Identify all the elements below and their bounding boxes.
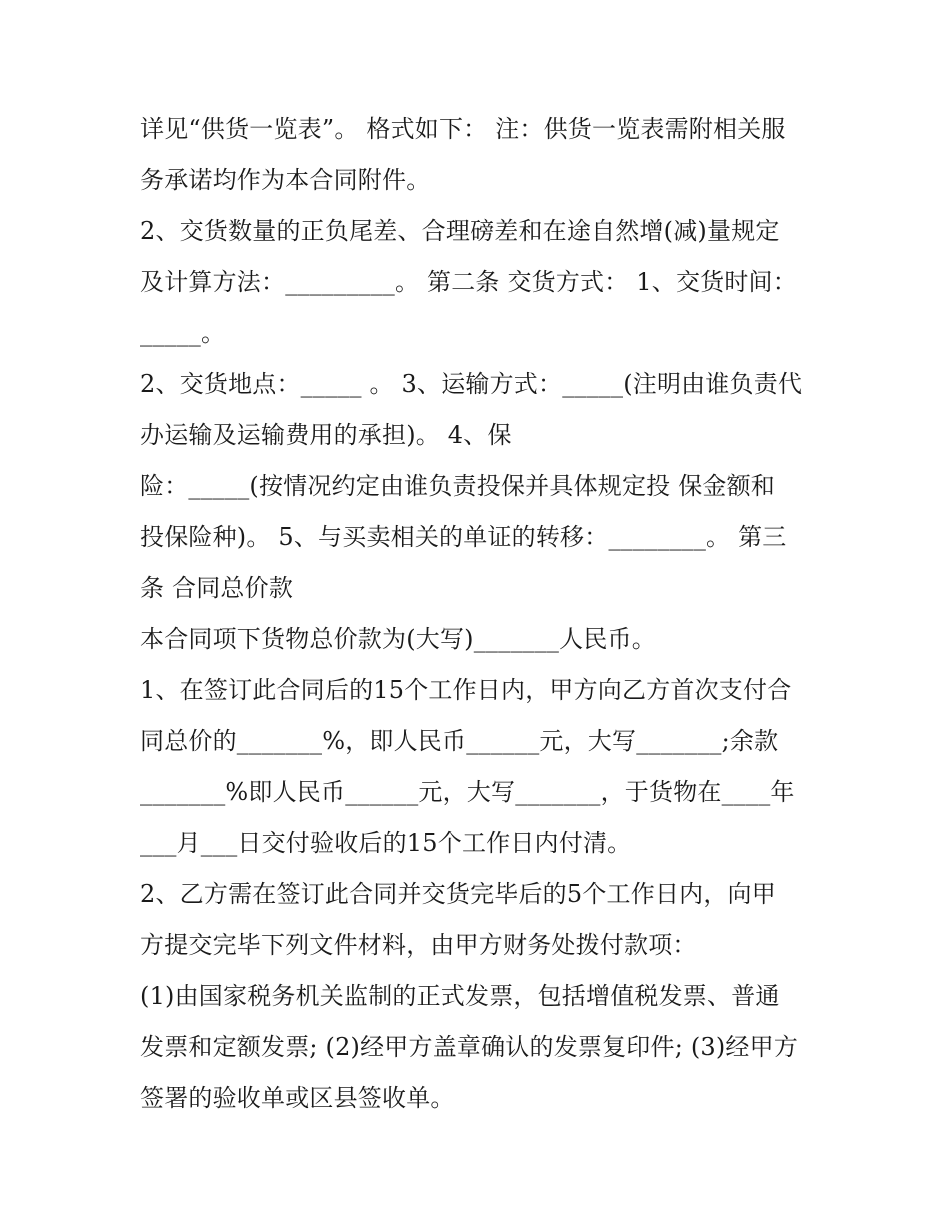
text-line: 条 合同总价款 xyxy=(140,574,294,602)
text-line: 投保险种)。 5、与买卖相关的单证的转移：________。 第三 xyxy=(140,523,787,551)
text-line: _______%即人民币______元，大写_______，于货物在____年 xyxy=(140,778,795,806)
text-line: ___月___日交付验收后的15个工作日内付清。 xyxy=(140,829,632,857)
text-line: 签署的验收单或区县签收单。 xyxy=(140,1084,455,1112)
text-line: 2、乙方需在签订此合同并交货完毕后的5个工作日内，向甲 xyxy=(140,880,776,908)
text-line: 2、交货数量的正负尾差、合理磅差和在途自然增(减)量规定 xyxy=(140,217,780,245)
text-line: 发票和定额发票; (2)经甲方盖章确认的发票复印件; (3)经甲方 xyxy=(140,1033,799,1061)
text-line: 险：_____(按情况约定由谁负责投保并具体规定投 保金额和 xyxy=(140,472,775,500)
text-line: 详见“供货一览表”。 格式如下： 注：供货一览表需附相关服 xyxy=(140,115,786,143)
text-line: 办运输及运输费用的承担)。 4、保 xyxy=(140,421,512,449)
text-line: _____。 xyxy=(140,319,226,347)
text-line: 同总价的_______%，即人民币______元，大写_______;余款 xyxy=(140,727,779,755)
text-line: 本合同项下货物总价款为(大写)_______人民币。 xyxy=(140,625,656,653)
text-line: 1、在签订此合同后的15个工作日内，甲方向乙方首次支付合 xyxy=(140,676,792,704)
text-line: 2、交货地点：_____ 。 3、运输方式：_____(注明由谁负责代 xyxy=(140,370,803,398)
text-line: 务承诺均作为本合同附件。 xyxy=(140,166,431,194)
text-line: 及计算方法：_________。 第二条 交货方式： 1、交货时间： xyxy=(140,268,797,296)
document-body xyxy=(140,104,820,1124)
text-line: (1)由国家税务机关监制的正式发票，包括增值税发票、普通 xyxy=(140,982,780,1010)
text-line: 方提交完毕下列文件材料，由甲方财务处拨付款项： xyxy=(140,931,697,959)
